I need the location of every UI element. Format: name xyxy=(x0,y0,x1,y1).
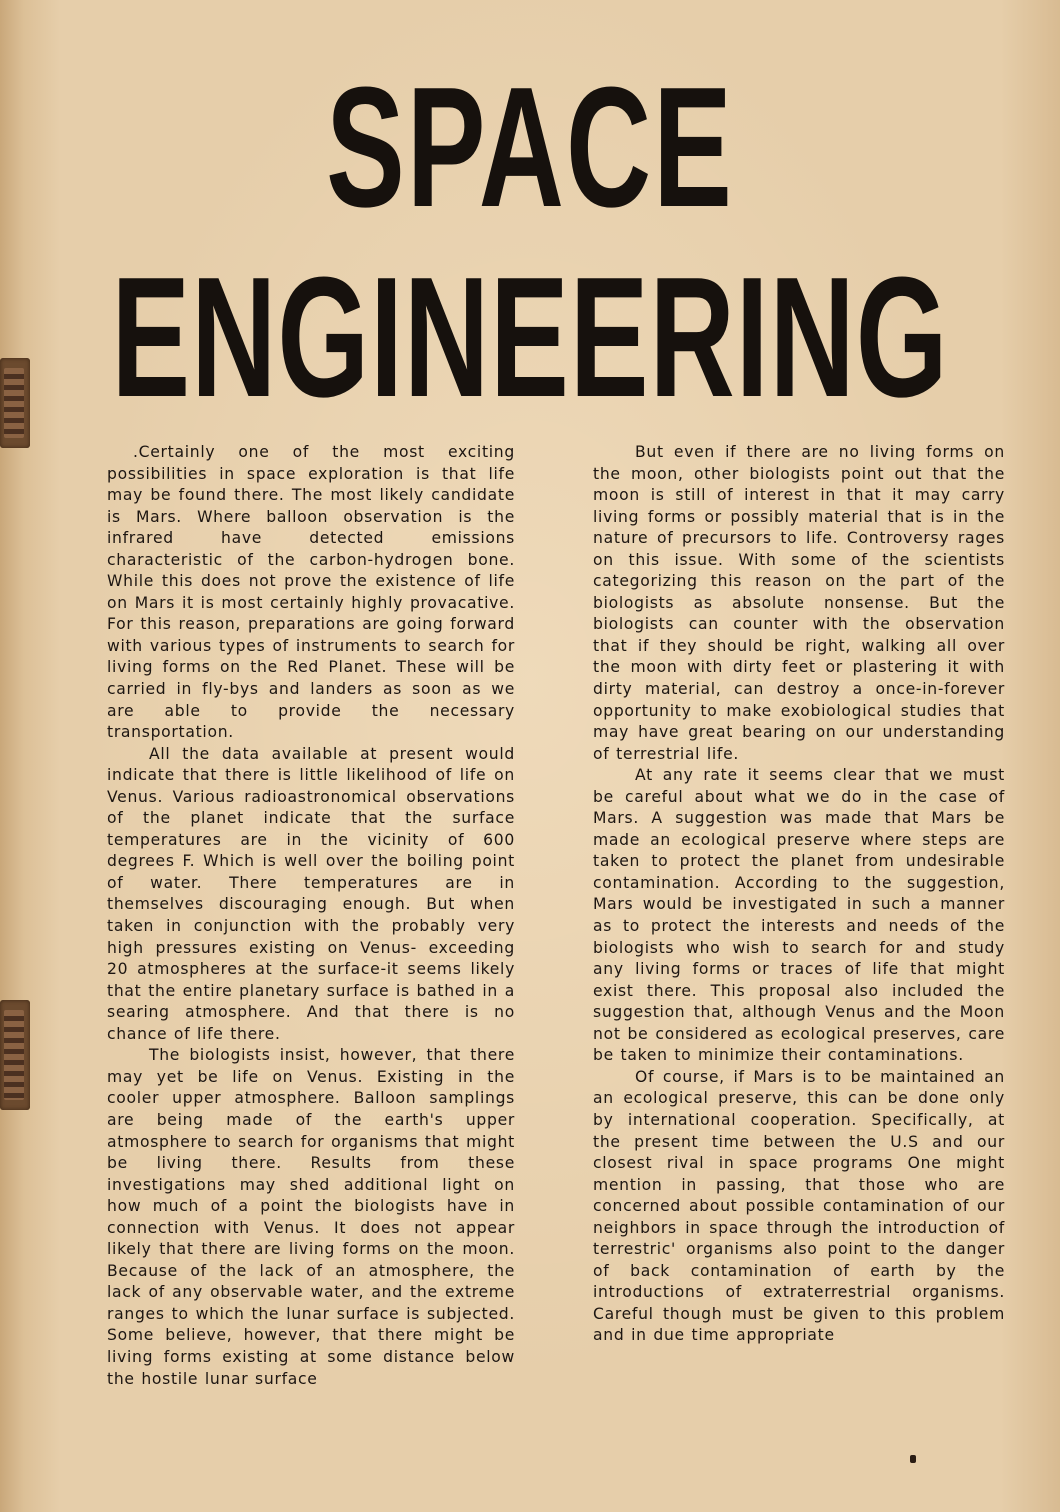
paragraph: .Certainly one of the most exciting possibilities in space exploration is that life may be found there. The most likely candidate is Mars. Where balloon observation is the infrared have detected emissions characteristic of the carbon-hydrogen bone. While this does not prove the existence of life on Mars it is most certainly highly provacative. For this reason, preparations are going forward with various types of instruments to search for living forms on the Red Planet. These will be carried in fly-bys and landers as soon as we are able to provide the necessary transportation. xyxy=(107,443,515,742)
page-title-line-1: SPACE xyxy=(326,52,734,244)
paragraph: All the data available at present would indicate that there is little likelihood of life on Venus. Various radioastronomical observations of the planet indicate that the surface temperatures are in the vicinity of 600 degrees F. Which is well over the boiling point of water. There temperatures are in themselves discouraging enough. But when taken in conjunction with the probably very high pressures existing on Venus- exceeding 20 atmospheres at the surface-it seems likely that the entire planetary surface is bathed in a searing atmosphere. And that there is no chance of life there. xyxy=(107,744,515,1043)
page-title-line-2: ENGINEERING xyxy=(111,242,949,434)
paragraph: But even if there are no living forms on the moon, other biologists point out that the moon is still of interest in that it may carry living forms or possibly material that is in the nature of precursors to life. Controversy rages on this issue. With some of the scientists categorizing this reason on the part of the biologists as absolute nonsense. But the biologists can counter with the observation that if they should be right, walking all over the moon with dirty feet or plastering it with dirty material, can destroy a once-in-forever opportunity to make exobiological studies that may have great bearing on our understanding of terrestrial life. xyxy=(593,443,1005,763)
article-column-right xyxy=(593,442,1005,1347)
paragraph: At any rate it seems clear that we must be careful about what we do in the case of Mars. A suggestion was made that Mars be made an ecological preserve where steps are taken to protect the planet from undesirable contamination. According to the suggestion, Mars would be investigated in such a manner as to protect the interests and needs of the biologists who wish to search for and study any living forms or traces of life that might exist there. This proposal also included the suggestion that, although Venus and the Moon not be considered as ecological preserves, care be taken to minimize their contaminations. xyxy=(593,766,1005,1065)
staple-bottom xyxy=(0,1000,30,1110)
paragraph: Of course, if Mars is to be maintained an an ecological preserve, this can be done only by international cooperation. Specifically, at the present time between the U.S and our closest rival in space programs One might mention in passing, that those who are concerned about possible contamination of our neighbors in space through the introduction of terrestric' organisms also point to the danger of back contamination of earth by the introductions of extraterrestrial organisms. Careful though must be given to this problem and in due time appropriate xyxy=(593,1067,1005,1345)
article-column-left xyxy=(107,442,515,1390)
ink-speck xyxy=(910,1455,916,1463)
paragraph: The biologists insist, however, that there may yet be life on Venus. Existing in the cooler upper atmosphere. Balloon samplings are being made of the earth's upper atmosphere to search for organisms that might be living there. Results from these investigations may shed additional light on how much of a point the biologists have in connection with Venus. It does not appear likely that there are living forms on the moon. Because of the lack of an atmosphere, the lack of any observable water, and the extreme ranges to which the lunar surface is subjected. Some believe, however, that there might be living forms existing at some distance below the hostile lunar surface xyxy=(107,1046,515,1388)
